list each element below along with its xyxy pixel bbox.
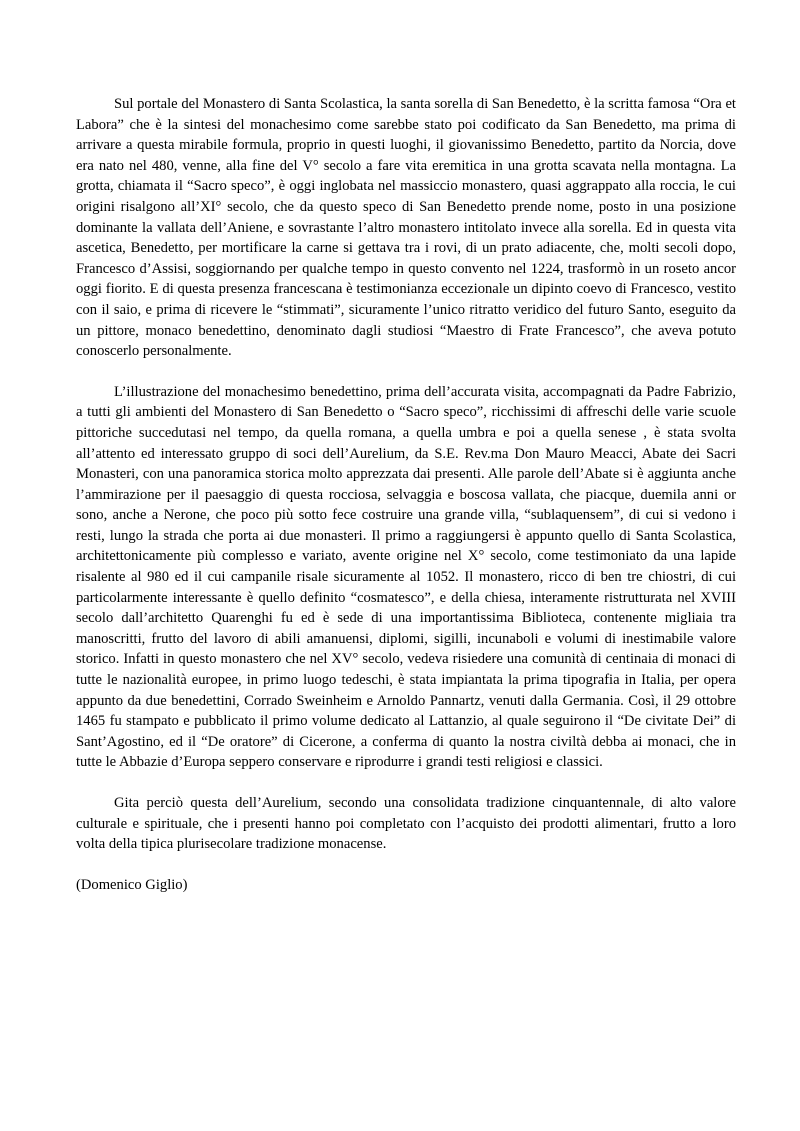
document-page bbox=[76, 94, 736, 895]
paragraph-gita-aurelium: Gita perciò questa dell’Aurelium, secondo una consolidata tradizione cinquantennale, di alto valore culturale e spirituale, che i presenti hanno poi completato con l’acquisto dei prodotti alimentari, frutto a loro volta della tipica plurisecolare tradizione monacense. bbox=[76, 795, 736, 853]
author-signature: (Domenico Giglio) bbox=[76, 876, 188, 893]
paragraph-monastero-santa-scolastica: Sul portale del Monastero di Santa Scolastica, la santa sorella di San Benedetto, è la scritta famosa “Ora et Labora” che è la sintesi del monachesimo come sarebbe stato poi codificato da San Benedetto, ma prima di arrivare a questa mirabile formula, proprio in questi luoghi, il giovanissimo Benedetto, partito da Norcia, dove era nato nel 480, venne, alla fine del V° secolo a fare vita eremitica in una grotta scavata nella montagna. La grotta, chiamata il “Sacro speco”, è oggi inglobata nel massiccio monastero, quasi aggrappato alla roccia, le cui origini risalgono all’XI° secolo, che da questo speco di San Benedetto prende nome, posto in una posizione dominante la vallata dell’Aniene, e sovrastante l’altro monastero intitolato invece alla sorella. Ed in questa vita ascetica, Benedetto, per mortificare la carne si gettava tra i rovi, di un prato adiacente, che, molti secoli dopo, Francesco d’Assisi, soggiornando per qualche tempo in questo convento nel 1224, trasformò in un roseto ancor oggi fiorito. E di questa presenza francescana è testimonianza eccezionale un dipinto coevo di Francesco, vestito con il saio, e prima di ricevere le “stimmati”, sicuramente l’unico ritratto veridico del futuro Santo, eseguito da un pittore, monaco benedettino, denominato dagli studiosi “Maestro di Frate Francesco”, che aveva potuto conoscerlo personalmente. bbox=[76, 96, 736, 360]
paragraph-monachesimo-benedettino: L’illustrazione del monachesimo benedettino, prima dell’accurata visita, accompagnati da Padre Fabrizio, a tutti gli ambienti del Monastero di San Benedetto o “Sacro speco”, ricchissimi di affreschi delle varie scuole pittoriche succedutasi nel tempo, da quella romana, a quella umbra e poi a quella senese , è stata svolta all’attento ed interessato gruppo di soci dell’Aurelium, da S.E. Rev.ma Don Mauro Meacci, Abate dei Sacri Monasteri, con una panoramica storica molto apprezzata dai presenti. Alle parole dell’Abate si è aggiunta anche l’ammirazione per il paesaggio di questa rocciosa, selvaggia e boscosa vallata, che piacque, duemila anni or sono, anche a Nerone, che poco più sotto fece costruire una grande villa, “sublaquensem”, di cui si vedono i resti, lungo la strada che porta ai due monasteri. Il primo a raggiungersi è appunto quello di Santa Scolastica, architettonicamente più complesso e variato, avente origine nel X° secolo, come testimoniato da una lapide risalente al 980 ed il cui campanile risale sicuramente al 1052. Il monastero, ricco di ben tre chiostri, di cui particolarmente interessante è quello definito “cosmatesco”, e della chiesa, interamente ristrutturata nel XVIII secolo dall’architetto Quarenghi fu ed è sede di una importantissima Biblioteca, contenente migliaia tra manoscritti, frutto del lavoro di abili amanuensi, diplomi, sigilli, incunaboli e volumi di inestimabile valore storico. Infatti in questo monastero che nel XV° secolo, vedeva risiedere una comunità di centinaia di monaci di tutte le nazionalità europee, in primo luogo tedeschi, è stata impiantata la prima tipografia in Italia, per opera appunto da due benedettini, Corrado Sweinheim e Arnoldo Pannartz, venuti dalla Germania. Così, il 29 ottobre 1465 fu stampato e pubblicato il primo volume dedicato al Lattanzio, al quale seguirono il “De civitate Dei” di Sant’Agostino, ed il “De oratore” di Cicerone, a conferma di quanto la nostra civiltà debba ai monaci, che in tutte le Abbazie d’Europa seppero conservare e riprodurre i grandi testi religiosi e classici. bbox=[76, 383, 736, 771]
